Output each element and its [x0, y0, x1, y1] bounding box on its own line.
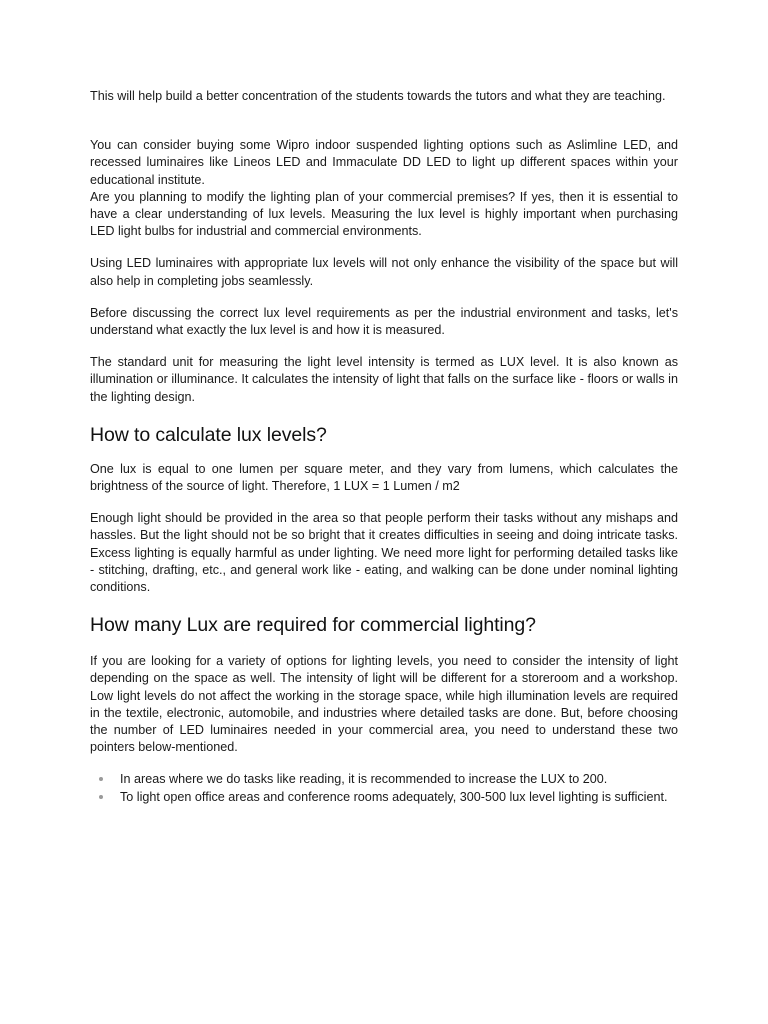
bullet-icon: [99, 795, 103, 799]
pointers-list: [90, 771, 678, 805]
paragraph-before-discussing: Before discussing the correct lux level requirements as per the industrial environment and tasks, let's understand what exactly the lux level is and how it is measured.: [90, 305, 678, 338]
paragraph-led-luminaires: Using LED luminaires with appropriate lux levels will not only enhance the visibility of the space but will also help in completing jobs seamlessly.: [90, 256, 678, 288]
bullet-icon: [99, 777, 103, 781]
list-item-text: In areas where we do tasks like reading, it is recommended to increase the LUX to 200.: [120, 772, 608, 787]
paragraph-concentration: This will help build a better concentration of the students towards the tutors and what they are teaching.: [90, 89, 666, 103]
paragraph-wipro-options: You can consider buying some Wipro indoor suspended lighting options such as Aslimline LED, and recessed luminaires like Lineos LED and Immaculate DD LED to light up different spaces within your educational institute.: [90, 138, 678, 187]
list-item-text: To light open office areas and conference rooms adequately, 300-500 lux level lighting is sufficient.: [120, 789, 668, 804]
paragraph-variety-options: If you are looking for a variety of options for lighting levels, you need to consider the intensity of light depending on the space as well. The intensity of light will be different for a storeroom and a workshop. Low light levels do not affect the working in the storage space, while high illumination levels are required in the textile, electronic, automobile, and industries where detailed tasks are done. But, before choosing the number of LED luminaires needed in your commercial area, you need to understand these two pointers below-mentioned.: [90, 654, 678, 755]
paragraph-enough-light: Enough light should be provided in the area so that people perform their tasks without any mishaps and hassles. But the light should not be so bright that it creates difficulties in seeing and doing intricate tasks. Excess lighting is equally harmful as under lighting. We need more light for performing detailed tasks like - stitching, drafting, etc., and general work like - eating, and walking can be done under nominal lighting conditions.: [90, 511, 678, 595]
heading-calculate-lux: How to calculate lux levels?: [90, 423, 327, 446]
heading-commercial-lux: How many Lux are required for commercial lighting?: [90, 614, 536, 637]
paragraph-one-lux: One lux is equal to one lumen per square meter, and they vary from lumens, which calculates the brightness of the source of light. Therefore, 1 LUX = 1 Lumen / m2: [90, 461, 678, 494]
paragraph-lighting-plan: Are you planning to modify the lighting plan of your commercial premises? If yes, then it is essential to have a clear understanding of lux levels. Measuring the lux level is highly important when purchasing LED light bulbs for industrial and commercial environments.: [90, 189, 678, 239]
document-page: [90, 88, 678, 806]
paragraph-standard-unit: The standard unit for measuring the light level intensity is termed as LUX level. It is also known as illumination or illuminance. It calculates the intensity of light that falls on the surface like - floors or walls in the lighting design.: [90, 355, 678, 404]
list-item: [90, 771, 678, 788]
list-item: [90, 789, 678, 806]
